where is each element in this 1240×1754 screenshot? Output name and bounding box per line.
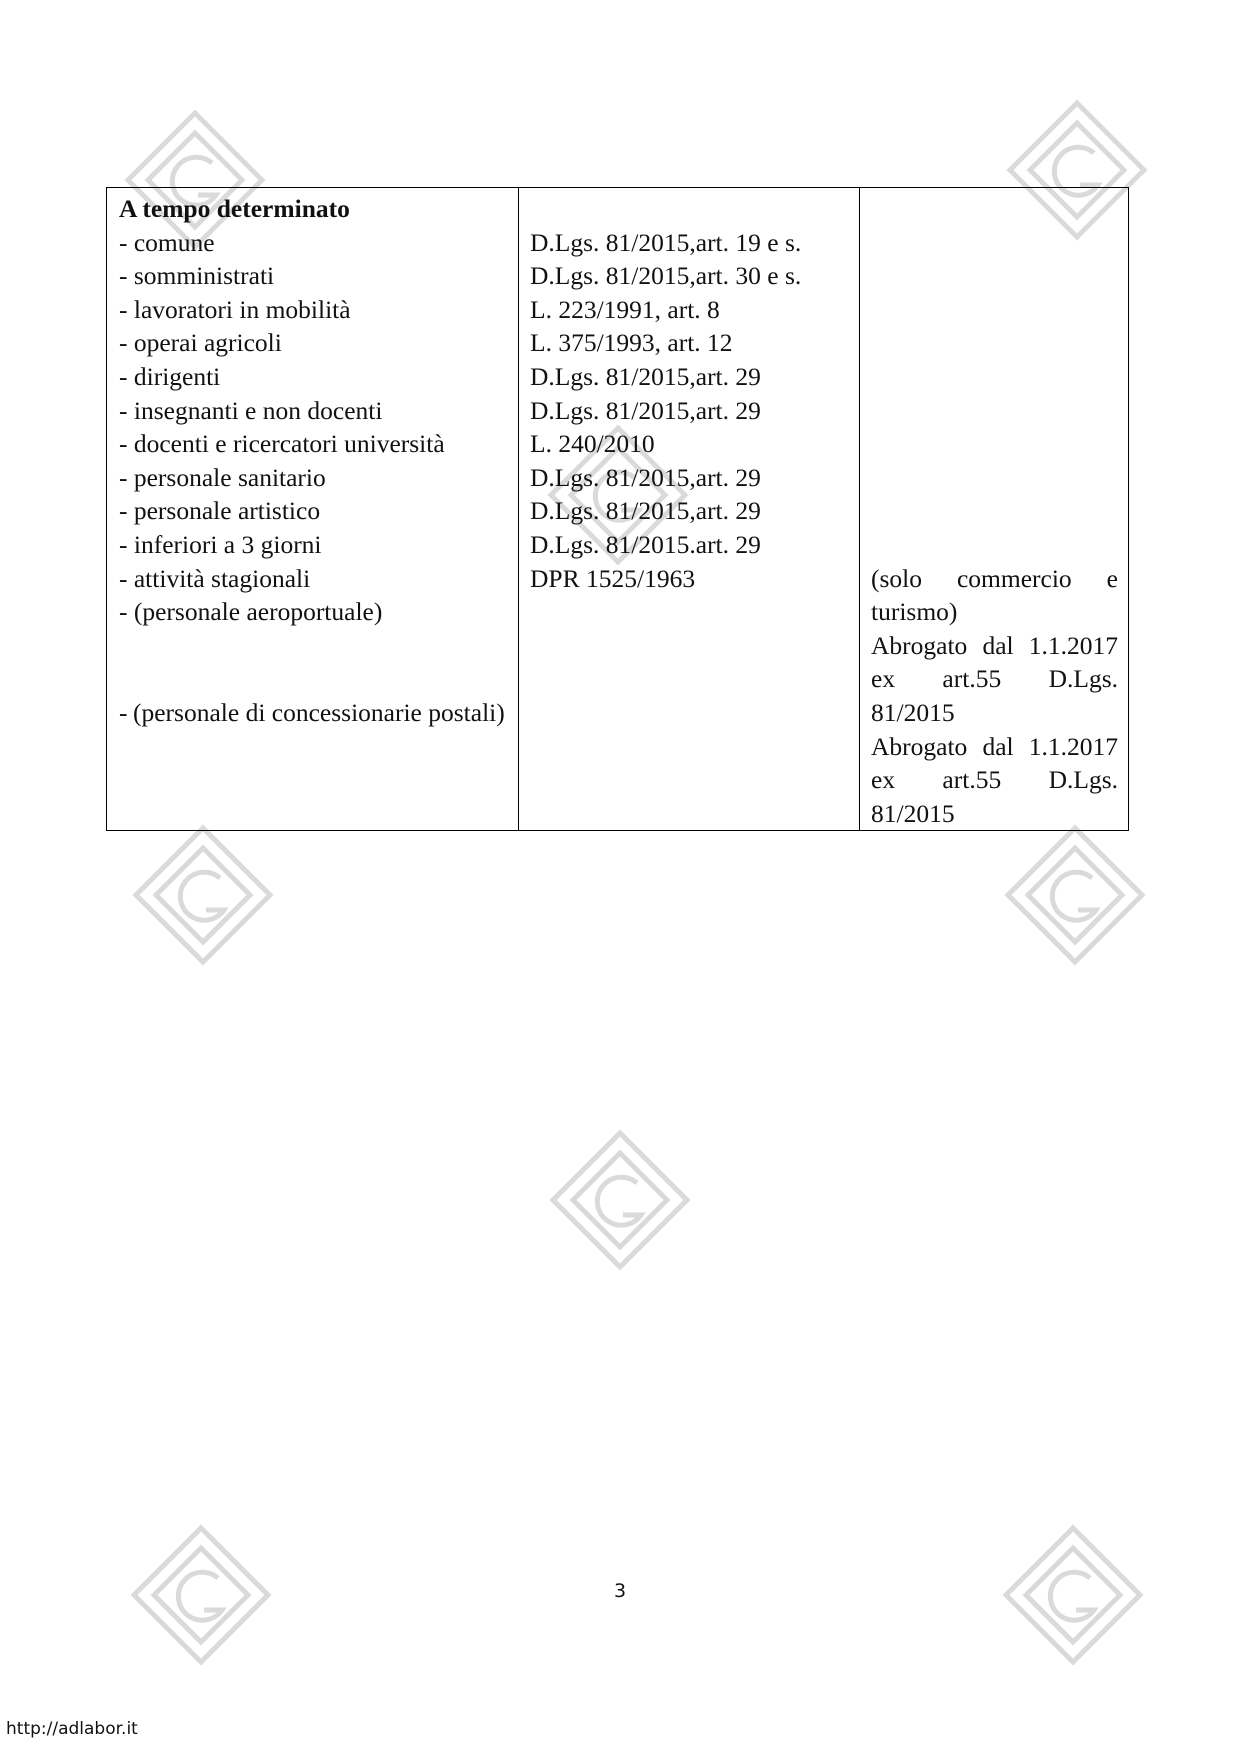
spacer (871, 192, 1118, 562)
list-item: - inferiori a 3 giorni (119, 529, 322, 559)
table-row (107, 188, 1129, 831)
legal-reference: D.Lgs. 81/2015,art. 29 (530, 361, 761, 391)
list-item: - insegnanti e non docenti (119, 395, 383, 425)
list-item: - lavoratori in mobilità (119, 294, 351, 324)
list-item: - attività stagionali (119, 563, 311, 593)
legal-reference: L. 240/2010 (530, 429, 655, 459)
watermark-logo-icon (128, 820, 278, 970)
note-text: Abrogato dal 1.1.2017 ex art.55 D.Lgs. 81/2015 (871, 630, 1118, 727)
legal-reference: D.Lgs. 81/2015.art. 29 (530, 529, 761, 559)
watermark-logo-icon (545, 1125, 695, 1275)
legal-reference: L. 375/1993, art. 12 (530, 328, 733, 358)
legal-reference: D.Lgs. 81/2015,art. 29 (530, 462, 761, 492)
list-item: - (personale aeroportuale) (119, 597, 383, 627)
spacer (119, 629, 508, 696)
list-item: - personale sanitario (119, 462, 326, 492)
list-item (119, 696, 508, 730)
page-number: 3 (613, 1580, 627, 1602)
list-item: - personale artistico (119, 496, 321, 526)
legal-reference: DPR 1525/1963 (530, 563, 696, 593)
legal-reference-cell (519, 188, 860, 831)
contract-type-cell (107, 188, 519, 831)
contract-types-table (106, 187, 1129, 831)
footer-url: http://adlabor.it (6, 1719, 138, 1739)
spacer (530, 192, 849, 226)
legal-reference: L. 223/1991, art. 8 (530, 294, 720, 324)
legal-reference: D.Lgs. 81/2015,art. 29 (530, 496, 761, 526)
notes-cell (860, 188, 1129, 831)
note-text: Abrogato dal 1.1.2017 ex art.55 D.Lgs. 81/2015 (871, 731, 1118, 828)
legal-reference: D.Lgs. 81/2015,art. 19 e s. (530, 227, 802, 257)
section-title: A tempo determinato (119, 194, 350, 223)
list-item: - somministrati (119, 261, 275, 291)
list-dash: - (119, 697, 128, 727)
list-item: - dirigenti (119, 361, 221, 391)
legal-reference: D.Lgs. 81/2015,art. 30 e s. (530, 261, 802, 291)
watermark-logo-icon (1000, 820, 1150, 970)
list-item: - operai agricoli (119, 328, 282, 358)
list-item-text: (personale di concessionarie postali) (133, 697, 505, 727)
list-item: - docenti e ricercatori università (119, 429, 445, 459)
note-text: (solo commercio e turismo) (871, 563, 1118, 627)
legal-reference: D.Lgs. 81/2015,art. 29 (530, 395, 761, 425)
list-item: - comune (119, 227, 215, 257)
